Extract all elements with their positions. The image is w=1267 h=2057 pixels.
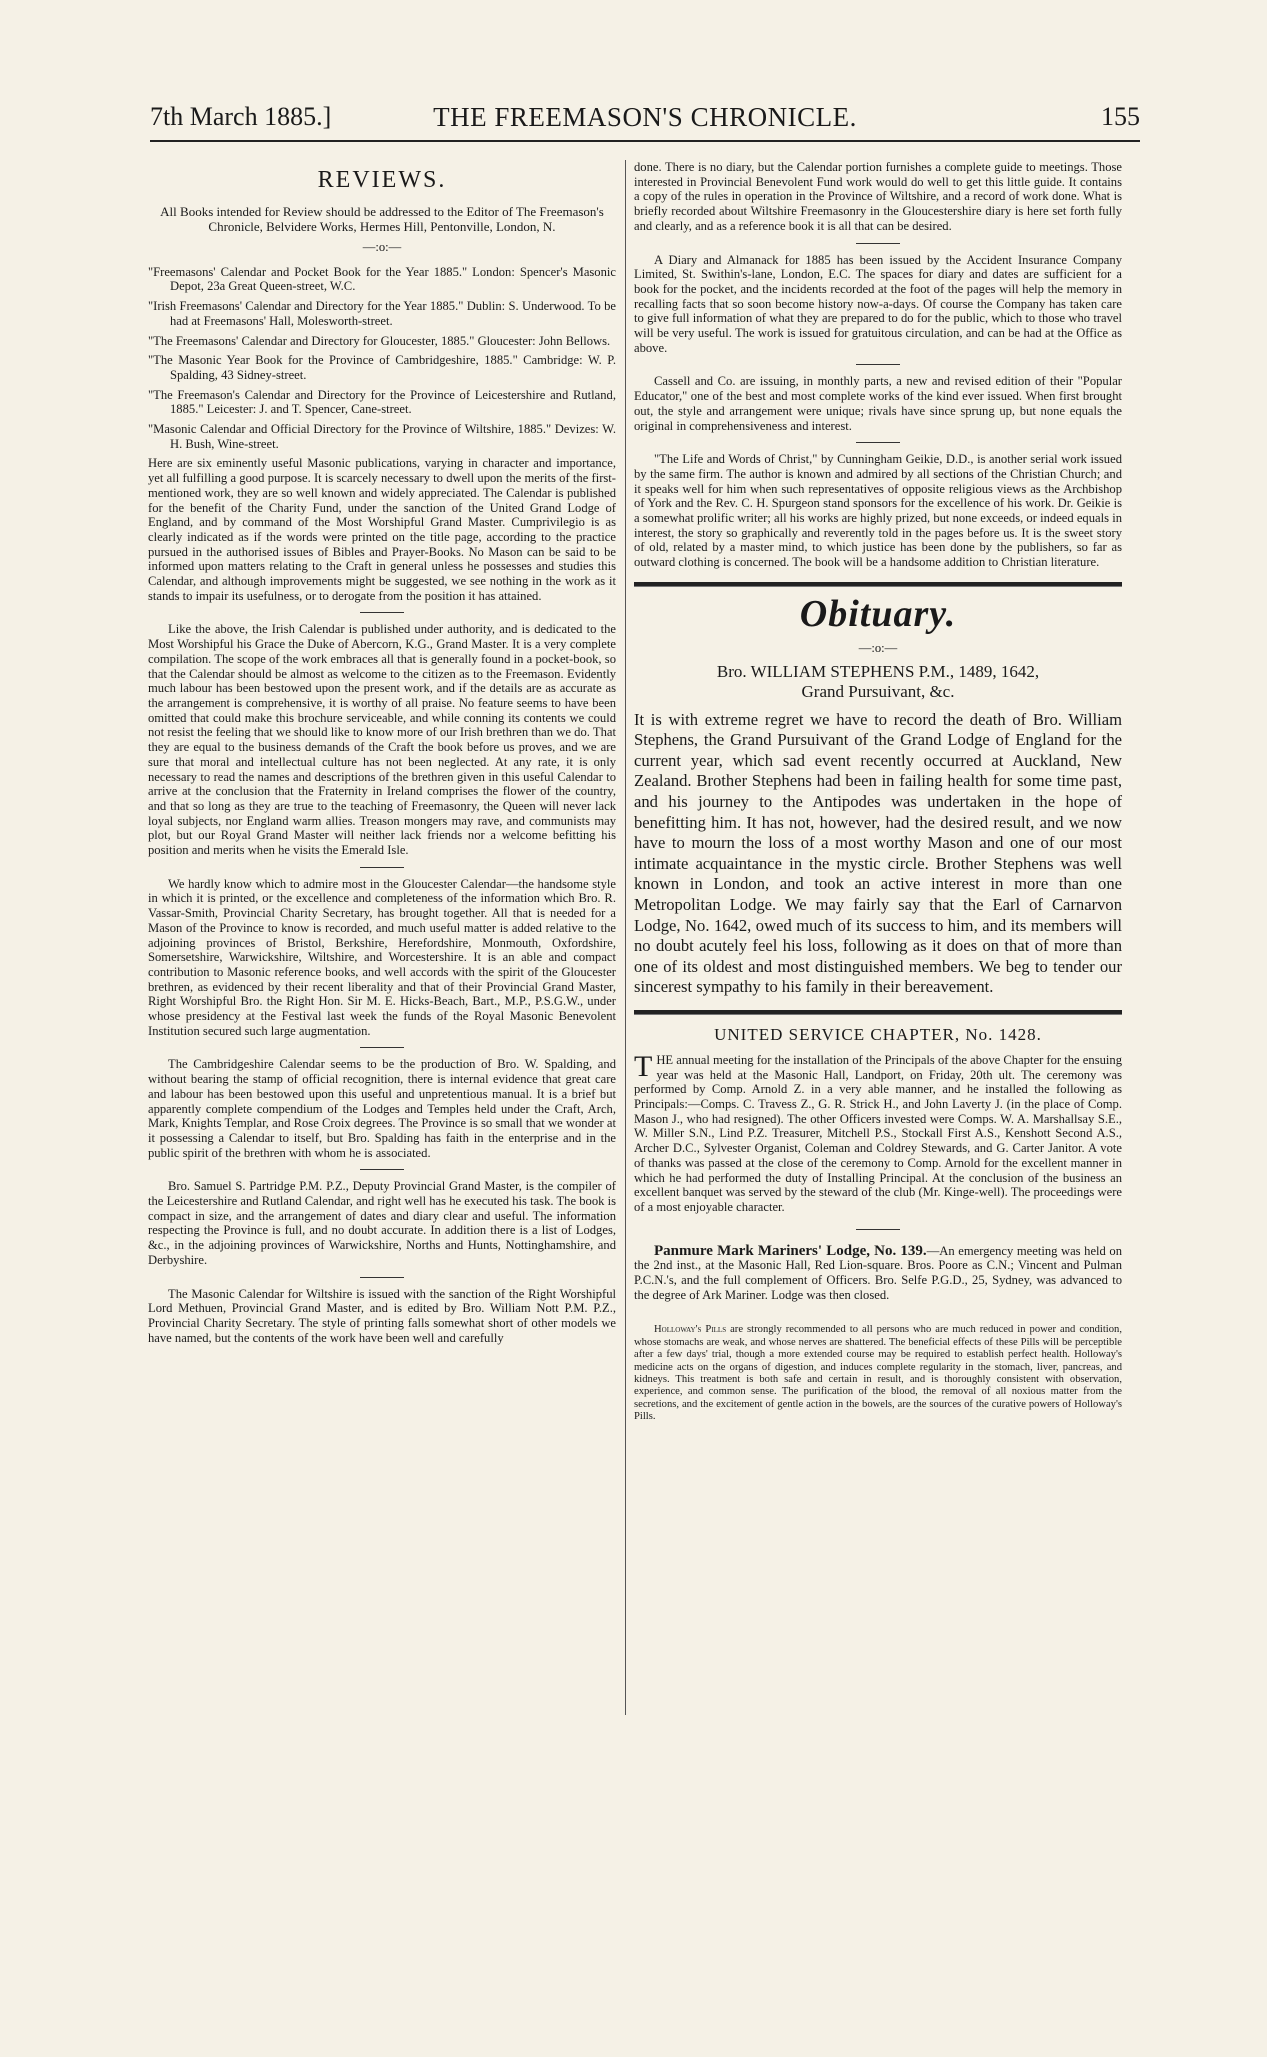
calendar-listing: "The Freemasons' Calendar and Directory for Gloucester, 1885." Gloucester: John Bellows. (148, 333, 611, 348)
lodge-report (634, 1244, 1122, 1303)
section-rule (856, 442, 900, 443)
calendar-listing: "Masonic Calendar and Official Directory for the Province of Wiltshire, 1885." Devizes: W. H. Bush, Wine-street. (148, 422, 616, 451)
lodge-body: —An emergency meeting was held on the 2nd inst., at the Masonic Hall, Red Lion-square. Bros. Poore as C.N.; Vincent and Pulman P.C.N.'s, and the full complement of Officers. Bro. Selfe P.G.D., 25, Sydney, was advanced to the degree of Ark Mariner. Lodge was then closed. (634, 1243, 1123, 1302)
advert-body: are strongly recommended to all persons who are much reduced in power and condition, whose stomachs are weak, and whose nerves are shattered. The beneficial effects of these Pills will be perceptible after a few days' trial, though a more extended course may be required to establish perfect health. Holloway's medicine acts on the organs of digestion, and induces complete regularity in the stomach, liver, pancreas, and kidneys. This treatment is both safe and certain in result, and is thoroughly consistent with observation, experience, and common sense. The purification of the blood, the removal of all noxious matter from the secretions, and the excitement of gentle action in the bowels, are the sources of the curative powers of Holloway's Pills. (634, 1324, 1122, 1423)
section-rule (360, 867, 404, 868)
calendar-listing: "The Masonic Year Book for the Province of Cambridgeshire, 1885." Cambridge: W. P. Spalding, 43 Sidney-street. (148, 353, 616, 382)
review-paragraph: Like the above, the Irish Calendar is published under authority, and is dedicated to the Most Worshipful his Grace the Duke of Abercorn, K.G., Grand Master. It is a very complete compilation. The scope of the work embraces all that is generally found in a pocket-book, so that the Calendar should be almost as welcome to the citizen as to the Freemason. Evidently much labour has been bestowed upon the present work, and if the details are as accurate as the arrangement is comprehensive, it is worthy of all praise. No feature seems to have been omitted that could make this brochure serviceable, and while conning its contents we could not resist the feeling that we should like to know more of our Irish brethren than we do. That they are equal to the business demands of the Craft the book before us proves, and we are sure that moral and intellectual culture has not been neglected. At any rate, it is only necessary to read the names and descriptions of the brethren given in this useful Calendar to arrive at the conclusion that the Fraternity in Ireland comprises the flower of the country, and that so long as they are true to the teaching of Freemasonry, the Queen will never lack loyal subjects, nor England warm allies. Treason mongers may rave, and communists may plot, but our Royal Grand Master will neither lack friends nor a welcome befitting his position and merits when he visits the Emerald Isle. (148, 622, 616, 858)
calendar-listing: "Irish Freemasons' Calendar and Directory for the Year 1885." Dublin: S. Underwood. To be had at Freemasons' Hall, Molesworth-street. (148, 299, 616, 328)
section-rule (856, 1229, 900, 1230)
obituary-name: Bro. WILLIAM STEPHENS P.M., 1489, 1642, (716, 661, 1040, 681)
obituary-heading: Obituary. (799, 592, 957, 635)
review-paragraph: "The Life and Words of Christ," by Cunningham Geikie, D.D., is another serial work issued by the same firm. The author is known and admired by all sections of the Christian Church; and it speaks well for him when such representatives of opposite religious views as the Archbishop of York and the Rev. C. H. Spurgeon stand sponsors for the excellence of his work. Dr. Geikie is a somewhat prolific writer; all his works are highly prized, but none exceeds, or indeed equals in interest, the story so graphically and reverently told in the pages before us. It is the sweet story of old, related by a master mind, to which justice has been done by the publishers, so far as outward clothing is concerned. The book will be a handsome addition to Christian literature. (634, 452, 1122, 570)
column-divider (625, 160, 626, 1715)
reviews-intro: All Books intended for Review should be addressed to the Editor of The Freemason's Chronicle, Belvidere Works, Hermes Hill, Pentonville, London, N. (160, 204, 604, 234)
obituary-body: It is with extreme regret we have to record the death of Bro. William Stephens, the Grand Pursuivant of the Grand Lodge of England for the current year, which sad event recently occurred at Auckland, New Zealand. Brother Stephens had been in failing health for some time past, and his journey to the Antipodes was undertaken in the hope of benefitting him. It has not, however, had the desired result, and we now have to mourn the loss of a most worthy Mason and one of our most intimate acquaintance in the mystic circle. Brother Stephens was well known in London, and took an active interest in more than one Metropolitan Lodge. We may fairly say that the Earl of Carnarvon Lodge, No. 1642, owed much of its success to him, and its members will no doubt acutely feel his loss, following as it does on that of more than one of its oldest and most distinguished members. We beg to tender our sincerest sympathy to his family in their bereavement. (634, 709, 1122, 997)
review-paragraph: Cassell and Co. are issuing, in monthly parts, a new and revised edition of their "Popular Educator," one of the best and most complete works of the kind ever issued. When first brought out, the style and arrangement were unique; rivals have since sprung up, but none equals the original in comprehensiveness and interest. (634, 374, 1122, 433)
section-rule (360, 1047, 404, 1048)
masthead (150, 100, 1140, 142)
obituary-subtitle: Grand Pursuivant, &c. (801, 681, 955, 701)
review-paragraph: Bro. Samuel S. Partridge P.M. P.Z., Deputy Provincial Grand Master, is the compiler of the Leicestershire and Rutland Calendar, and right well has he executed his task. The book is compact in size, and the arrangement of dates and diary clear and useful. The information respecting the Province is full, and no doubt accurate. In addition there is a list of Lodges, &c., in the adjoining provinces of Warwickshire, Norths and Hunts, Nottinghamshire, and Derbyshire. (148, 1179, 616, 1267)
review-continuation: done. There is no diary, but the Calendar portion furnishes a complete guide to meetings. Those interested in Provincial Benevolent Fund work would do well to get this little guide. It contains a copy of the rules in operation in the Province of Wiltshire, and a record of work done. What is briefly recorded about Wiltshire Freemasonry in the Gloucestershire diary is here set forth fully and clearly, and as a reference book it is all that can be desired. (634, 160, 1122, 233)
section-rule (856, 364, 900, 365)
review-paragraph: A Diary and Almanack for 1885 has been issued by the Accident Insurance Company Limited, St. Swithin's-lane, London, E.C. The spaces for diary and dates are sufficient for a book for the pocket, and the incidents recorded at the foot of the pages will help the memory in recalling facts that so soon become history now-a-days. Of course the Company has taken care to give full information of what they are prepared to do for the public, which to those who travel will be very useful. The work is issued for gratuitous circulation, and can be had at the Office as above. (634, 252, 1122, 355)
review-paragraph: Here are six eminently useful Masonic publications, varying in character and importance, yet all fulfilling a good purpose. It is scarcely necessary to dwell upon the merits of the first-mentioned work, they are so well known and widely appreciated. The Calendar is published for the benefit of the Charity Fund, under the sanction of the United Grand Lodge of England, and by command of the Most Worshipful Grand Master. Cumprivilegio is as clearly indicated as if the words were printed on the title page, according to the practice pursued in the authorised issues of Bibles and Prayer-Books. No Mason can be said to be informed upon matters relating to the Craft in general unless he possesses and studies this Calendar, and although improvements might be suggested, we see nothing in the work as it stands to impair its usefulness, or to derogate from the position it has attained. (148, 456, 616, 603)
advertisement (634, 1324, 1122, 1423)
drop-cap: T (634, 1049, 653, 1083)
section-rule (856, 243, 900, 244)
review-paragraph: The Cambridgeshire Calendar seems to be the production of Bro. W. Spalding, and without bearing the stamp of official recognition, there is internal evidence that great care and labour has been bestowed upon this useful and unpretentious manual. It is a brief but apparently complete compendium of the Lodges and Temples held under the Craft, Arch, Mark, Knights Templar, and Rose Croix degrees. The Province is so small that we wonder at it possessing a Calendar to itself, but Bro. Spalding has faith in the enterprise and in the public spirit of the brethren with whom he is associated. (148, 1057, 616, 1160)
lodge-title: Panmure Mark Mariners' Lodge, No. 139. (654, 1242, 927, 1259)
obituary-separator: —:o:— (858, 640, 898, 655)
calendar-listing: "The Freemason's Calendar and Directory for the Province of Leicestershire and Rutland, 1885." Leicester: J. and T. Spencer, Cane-street. (148, 387, 616, 417)
calendar-listing: "Freemasons' Calendar and Pocket Book for the Year 1885." London: Spencer's Masonic Depot, 23a Great Queen-street, W.C. (148, 264, 616, 294)
chapter-heading: UNITED SERVICE CHAPTER, No. 1428. (714, 1024, 1042, 1044)
section-rule (360, 1277, 404, 1278)
publication-title: THE FREEMASON'S CHRONICLE. (433, 102, 857, 132)
left-column (148, 160, 616, 1345)
section-rule (360, 1169, 404, 1170)
review-paragraph: The Masonic Calendar for Wiltshire is issued with the sanction of the Right Worshipful Lord Methuen, Provincial Grand Master, and is edited by Bro. William Nott P.M. P.Z., Provincial Charity Secretary. The style of printing falls somewhat short of other models we have named, but the contents of the work have been well and carefully (148, 1286, 616, 1345)
section-rule (360, 612, 404, 613)
issue-date: 7th March 1885.] (150, 102, 332, 131)
reviews-heading: REVIEWS. (317, 167, 447, 193)
advert-lead: Holloway's Pills (654, 1324, 727, 1336)
page-number: 155 (1101, 102, 1140, 131)
chapter-body (634, 1049, 1122, 1215)
section-divider (634, 1010, 1122, 1015)
section-divider (634, 582, 1122, 587)
right-column (634, 160, 1122, 1424)
reviews-separator: —:o:— (362, 240, 402, 254)
chapter-text: HE annual meeting for the installation of the Principals of the above Chapter for the ensuing year was held at the Masonic Hall, Landport, on Friday, 20th ult. The ceremony was performed by Comp. Arnold Z. in a very able manner, and he installed the following as Principals:—Comps. C. Travess Z., G. R. Strick H., and John Laverty J. (in the place of Comp. Mason J., who had resigned). The other Officers invested were Comps. W. A. Marshallsay S.E., W. Miller S.N., Lind P.Z. Treasurer, Mitchell P.S., Stockall First A.S., Kenshott Second A.S., Archer D.C., Sylvester Organist, Coleman and Coldrey Stewards, and G. Carter Janitor. A vote of thanks was passed at the close of the ceremony to Comp. Arnold for the excellent manner in which he had performed the duty of Installing Principal. At the conclusion of the business an excellent banquet was served by the steward of the club (Mr. Kinge-well). The proceedings were of a most enjoyable character. (634, 1052, 1122, 1214)
review-paragraph: We hardly know which to admire most in the Gloucester Calendar—the handsome style in which it is printed, or the excellence and completeness of the information which Bro. R. Vassar-Smith, Provincial Charity Secretary, has brought together. All that is needed for a Mason of the Province to know is recorded, and much useful matter is added relative to the adjoining provinces of Bristol, Berkshire, Herefordshire, Monmouth, Oxfordshire, Somersetshire, Warwickshire, Wiltshire, and Worcestershire. It is an able and compact contribution to Masonic reference books, and well accords with the spirit of the Gloucester brethren, as evidenced by their recent liberality and that of their Provincial Grand Master, Right Worshipful Bro. the Right Hon. Sir M. E. Hicks-Beach, Bart., M.P., P.S.G.W., under whose presidency at the Festival last week the funds of the Royal Masonic Benevolent Institution secured such large augmentation. (148, 876, 616, 1038)
